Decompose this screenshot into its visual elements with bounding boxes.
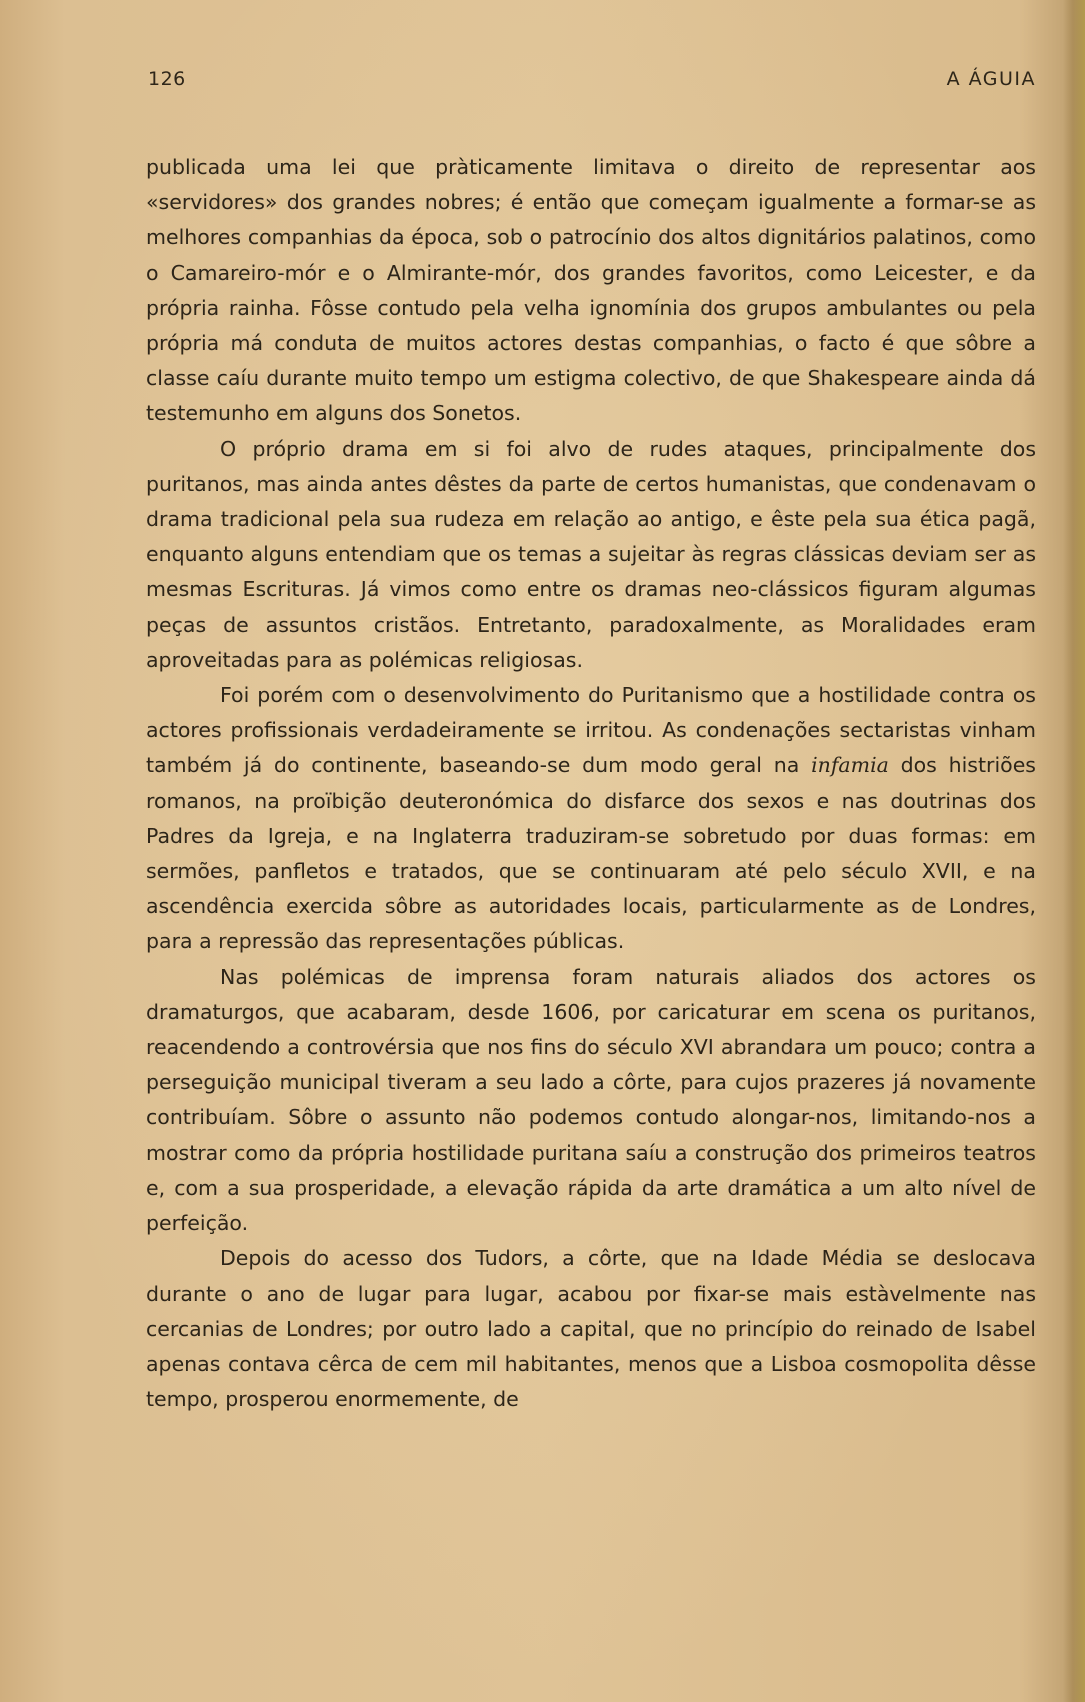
paragraph-2 [146, 432, 1036, 678]
paragraph-4 [146, 960, 1036, 1242]
page-edge-shadow [1063, 0, 1085, 1702]
paragraph-3-text-after: dos histriões romanos, na proïbição deuteronómica do disfarce dos sexos e nas doutrinas dos Padres da Igreja, e na Inglaterra traduziram-se sobretudo por duas formas: em sermões, panfletos e tratados, que se continuaram até pelo século XVII, e na ascendência exercida sôbre as autoridades locais, particularmente as de Londres, para a repressão das representações públicas. [146, 753, 1036, 954]
body-text [146, 150, 1036, 1417]
page-header [148, 68, 1036, 98]
paragraph-3 [146, 678, 1036, 960]
paragraph-1 [146, 150, 1036, 432]
paragraph-4-text: Nas polémicas de imprensa foram naturais aliados dos actores os dramaturgos, que acabaram, desde 1606, por caricaturar em scena os puritanos, reacendendo a controvérsia que nos fins do século XVI abrandara um pouco; contra a perseguição municipal tiveram a seu lado a côrte, para cujos prazeres já novamente contribuíam. Sôbre o assunto não podemos contudo alongar-nos, limitando-nos a mostrar como da própria hostilidade puritana saíu a construção dos primeiros teatros e, com a sua prosperidade, a elevação rápida da arte dramática a um alto nível de perfeição. [146, 964, 1036, 1236]
paragraph-2-text: O próprio drama em si foi alvo de rudes ataques, principalmente dos puritanos, mas ainda antes dêstes da parte de certos humanistas, que condenavam o drama tradicional pela sua rudeza em relação ao antigo, e êste pela sua ética pagã, enquanto alguns entendiam que os temas a sujeitar às regras clássicas deviam ser as mesmas Escrituras. Já vimos como entre os dramas neo-clássicos figuram algumas peças de assuntos cristãos. Entretanto, paradoxalmente, as Moralidades eram aproveitadas para as polémicas religiosas. [146, 436, 1036, 672]
page-number: 126 [148, 68, 186, 90]
paragraph-3-text-before: Foi porém com o desenvolvimento do Puritanismo que a hostilidade contra os actores profissionais verdadeiramente se irritou. As condenações sectaristas vinham também já do continente, baseando-se dum modo geral na [146, 683, 1036, 778]
paragraph-3-emphasis: infamia [811, 753, 889, 778]
paragraph-1-text: publicada uma lei que pràticamente limitava o direito de representar aos «servidores» dos grandes nobres; é então que começam igualmente a formar-se as melhores companhias da época, sob o patrocínio dos altos dignitários palatinos, como o Camareiro-mór e o Almirante-mór, dos grandes favoritos, como Leicester, e da própria rainha. Fôsse contudo pela velha ignomínia dos grupos ambulantes ou pela própria má conduta de muitos actores destas companhias, o facto é que sôbre a classe caíu durante muito tempo um estigma colectivo, de que Shakespeare ainda dá testemunho em alguns dos Sonetos. [146, 155, 1036, 426]
running-head: A ÁGUIA [946, 68, 1036, 90]
paragraph-5-text: Depois do acesso dos Tudors, a côrte, que na Idade Média se deslocava durante o ano de lugar para lugar, acabou por fixar-se mais estàvelmente nas cercanias de Londres; por outro lado a capital, que no princípio do reinado de Isabel apenas contava cêrca de cem mil habitantes, menos que a Lisboa cosmopolita dêsse tempo, prosperou enormemente, de [146, 1246, 1036, 1412]
paragraph-5 [146, 1241, 1036, 1417]
